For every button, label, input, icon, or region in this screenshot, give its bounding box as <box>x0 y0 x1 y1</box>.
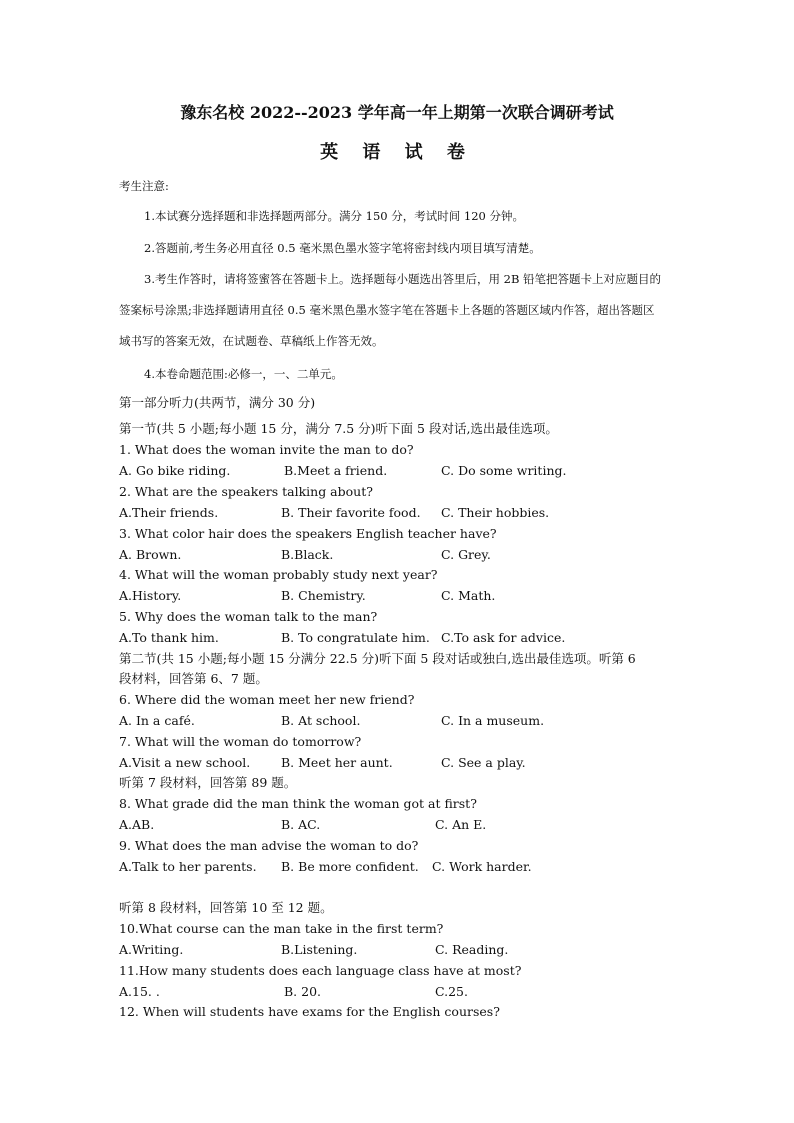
notice-item: 3.考生作答时，请将签蜜答在答题卡上。选择题每小题选出答里后，用 2B 铅笔把答题卡上对应题目的 <box>144 272 662 286</box>
question-text: 1. What does the woman invite the man to do? <box>119 442 414 457</box>
option-a: A.Visit a new school. <box>119 755 251 770</box>
option-a: A.To thank him. <box>119 630 219 645</box>
option-a: A. In a café. <box>119 713 195 728</box>
section-heading: 段材料，回答第 6、7 题。 <box>119 671 268 686</box>
option-b: B. To congratulate him. <box>281 630 430 645</box>
option-b: B. Be more confident. <box>281 859 419 874</box>
option-a: A.15. . <box>119 984 160 999</box>
option-a: A. Brown. <box>119 547 182 562</box>
question-text: 12. When will students have exams for the English courses? <box>119 1004 500 1019</box>
question-text: 10.What course can the man take in the first term? <box>119 921 444 936</box>
part-heading: 第一部分听力(共两节，满分 30 分) <box>119 395 316 410</box>
question-text: 2. What are the speakers talking about? <box>119 484 373 499</box>
option-b: B.Black. <box>281 547 334 562</box>
option-c: C. Reading. <box>435 942 509 957</box>
notice-item: 4.本卷命题范围:必修一，一、二单元。 <box>144 367 343 381</box>
notice-item: 1.本试赛分选择题和非选择题两部分。满分 150 分，考试时间 120 分钟。 <box>144 209 524 223</box>
question-text: 11.How many students does each language class have at most? <box>119 963 522 978</box>
option-c: C. An E. <box>435 817 487 832</box>
option-c: C. Work harder. <box>432 859 532 874</box>
option-a: A. Go bike riding. <box>119 463 231 478</box>
section-heading: 第一节(共 5 小题;每小题 15 分，满分 7.5 分)听下面 5 段对话,选出最佳选项。 <box>119 421 558 436</box>
option-b: B.Meet a friend. <box>284 463 388 478</box>
question-text: 8. What grade did the man think the woman got at first? <box>119 796 477 811</box>
option-c: C. In a museum. <box>441 713 545 728</box>
option-c: C. See a play. <box>441 755 526 770</box>
question-text: 5. Why does the woman talk to the man? <box>119 609 378 624</box>
notice-item: 签案标号涂黑;非选择题请用直径 0.5 毫米黑色墨水签字笔在答题卡上各题的答题区域内作答，超出答题区 <box>119 303 655 317</box>
option-b: B.Listening. <box>281 942 358 957</box>
option-a: A.Talk to her parents. <box>119 859 257 874</box>
section-heading: 第二节(共 15 小题;每小题 15 分满分 22.5 分)听下面 5 段对话或独白,选出最佳选项。听第 6 <box>119 651 636 666</box>
material-heading: 听第 8 段材料，回答第 10 至 12 题。 <box>119 900 333 915</box>
question-text: 9. What does the man advise the woman to do? <box>119 838 419 853</box>
option-a: A.History. <box>119 588 182 603</box>
option-c: C. Math. <box>441 588 496 603</box>
exam-title: 豫东名校 2022--2023 学年高一年上期第一次联合调研考试 <box>180 103 614 122</box>
option-c: C.To ask for advice. <box>441 630 566 645</box>
option-b: B. Meet her aunt. <box>281 755 393 770</box>
option-a: A.Writing. <box>119 942 184 957</box>
question-text: 6. Where did the woman meet her new friend? <box>119 692 415 707</box>
option-b: B. 20. <box>284 984 322 999</box>
option-a: A.Their friends. <box>119 505 219 520</box>
option-b: B. AC. <box>281 817 321 832</box>
exam-subtitle: 英 语 试 卷 <box>320 142 474 163</box>
notice-item: 域书写的答案无效，在试题卷、草稿纸上作答无效。 <box>119 334 384 348</box>
question-text: 3. What color hair does the speakers English teacher have? <box>119 526 497 541</box>
option-b: B. At school. <box>281 713 361 728</box>
notice-heading: 考生注意: <box>119 179 169 193</box>
option-c: C. Grey. <box>441 547 491 562</box>
option-c: C. Do some writing. <box>441 463 567 478</box>
material-heading: 听第 7 段材料，回答第 89 题。 <box>119 775 297 790</box>
question-text: 4. What will the woman probably study next year? <box>119 567 438 582</box>
option-c: C. Their hobbies. <box>441 505 550 520</box>
option-a: A.AB. <box>119 817 155 832</box>
question-text: 7. What will the woman do tomorrow? <box>119 734 362 749</box>
option-c: C.25. <box>435 984 468 999</box>
notice-item: 2.答题前,考生务必用直径 0.5 毫米黑色墨水签字笔将密封线内项目填写清楚。 <box>144 241 541 255</box>
option-b: B. Their favorite food. <box>281 505 421 520</box>
option-b: B. Chemistry. <box>281 588 366 603</box>
